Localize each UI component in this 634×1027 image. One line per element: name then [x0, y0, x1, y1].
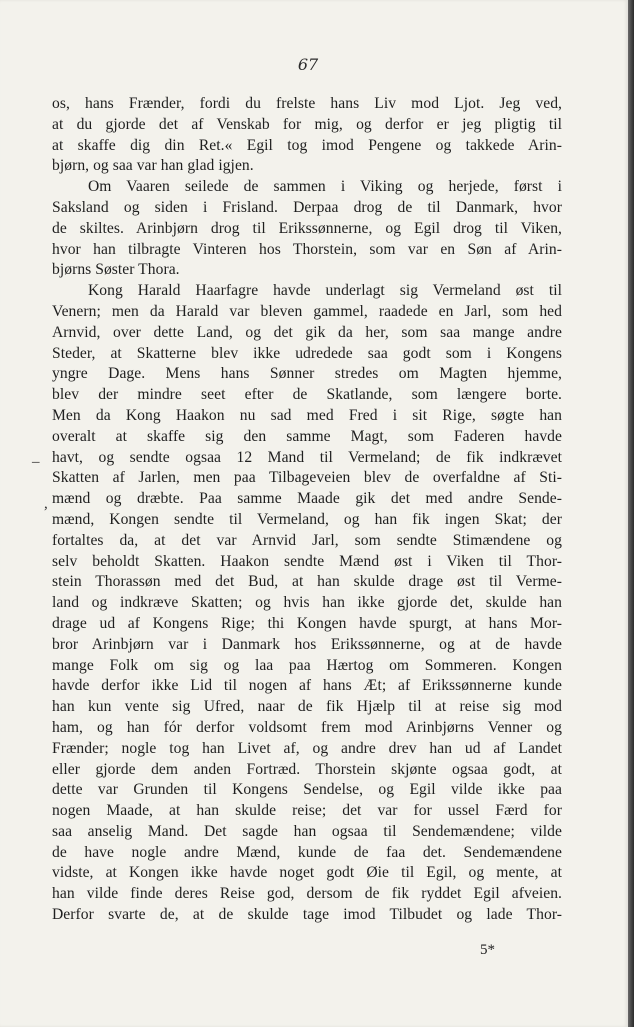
text-line: Steder, at Skatterne blev ikke udredede saa godt som i Kongens — [52, 344, 562, 362]
text-line: drage ud af Kongens Rige; thi Kongen havde spurgt, at hans Mor- — [52, 614, 562, 632]
text-line: havde derfor ikke Lid til nogen af hans Æt; af Erikssønnerne kunde — [52, 677, 562, 695]
text-line: mænd og dræbte. Paa samme Maade gik det med andre Sende- — [52, 490, 562, 508]
text-line: bjørn, og saa var han glad igjen. — [52, 157, 254, 175]
signature-mark: 5* — [480, 942, 495, 958]
text-line: ham, og han fór derfor voldsomt frem mod Arinbjørns Venner og — [52, 718, 562, 736]
text-line: bjørns Søster Thora. — [52, 261, 180, 279]
text-line: at du gjorde det af Venskab for mig, og derfor er jeg pligtig til — [52, 115, 562, 133]
page-number: 67 — [297, 55, 319, 74]
text-line: saa anselig Mand. Det sagde han ogsaa til Sendemændene; vilde — [52, 822, 562, 840]
text-line: selv beholdt Skatten. Haakon sendte Mænd øst i Viken til Thor- — [52, 552, 562, 570]
text-line: Kong Harald Haarfagre havde underlagt sig Vermeland øst til — [88, 282, 562, 300]
text-line: bror Arinbjørn var i Danmark hos Erikssønnerne, og at de havde — [52, 635, 562, 653]
text-line: stein Thorassøn med det Bud, at han skulde drage øst til Verme- — [52, 573, 562, 591]
text-line: Om Vaaren seilede de sammen i Viking og herjede, først i — [88, 178, 562, 196]
text-line: vidste, at Kongen ikke havde noget godt Øie til Egil, og mente, at — [52, 864, 562, 882]
text-line: land og indkræve Skatten; og hvis han ikke gjorde det, skulde han — [52, 594, 562, 612]
text-line: eller gjorde dem anden Fortræd. Thorstein skjønte ogsaa godt, at — [52, 760, 562, 778]
text-line: nogen Maade, at han skulde reise; det var for ussel Færd for — [52, 802, 562, 820]
text-line: havt, og sendte ogsaa 12 Mand til Vermeland; de fik indkrævet — [52, 448, 562, 466]
body-text — [52, 94, 562, 926]
text-line: Venern; men da Harald var bleven gammel, raadede en Jarl, som hed — [52, 302, 562, 320]
text-line: mænd, Kongen sendte til Vermeland, og han fik ingen Skat; der — [52, 510, 562, 528]
text-line: Frænder; nogle tog han Livet af, og andre drev han ud af Landet — [52, 739, 562, 757]
text-line: hvor han tilbragte Vinteren hos Thorstein, som var en Søn af Arin- — [52, 240, 562, 258]
text-line: han kun vente sig Ufred, naar de fik Hjælp til at reise sig mod — [52, 698, 562, 716]
text-line: de have nogle andre Mænd, kunde de faa det. Sendemændene — [52, 843, 562, 861]
text-line: blev der mindre seet efter de Skatlande, som længere borte. — [52, 386, 562, 404]
text-line: de skiltes. Arinbjørn drog til Erikssønnerne, og Egil drog til Viken, — [52, 219, 562, 237]
text-line: han vilde finde deres Reise god, dersom de fik ryddet Egil afveien. — [52, 885, 562, 903]
text-line: dette var Grunden til Kongens Sendelse, og Egil vilde ikke paa — [52, 781, 562, 799]
text-line: overalt at skaffe sig den samme Magt, som Faderen havde — [52, 427, 562, 445]
text-line: at skaffe dig din Ret.« Egil tog imod Pengene og takkede Arin- — [52, 136, 562, 154]
text-line: yngre Dage. Mens hans Sønner stredes om Magten hjemme, — [52, 365, 562, 383]
text-line: os, hans Frænder, fordi du frelste hans Liv mod Ljot. Jeg ved, — [52, 95, 562, 112]
text-line: Arnvid, over dette Land, og det gik da her, som saa mange andre — [52, 323, 562, 341]
page-edge — [628, 0, 634, 1027]
text-line: Men da Kong Haakon nu sad med Fred i sit Rige, søgte han — [52, 406, 562, 424]
text-line: Skatten af Jarlen, men paa Tilbageveien blev de overfaldne af Sti- — [52, 469, 562, 487]
margin-mark: , — [44, 496, 48, 512]
text-line: mange Folk om sig og laa paa Hærtog om Sommeren. Kongen — [52, 656, 562, 674]
margin-mark: – — [32, 454, 40, 470]
text-line: fortaltes da, at det var Arnvid Jarl, som sendte Stimændene og — [52, 531, 562, 549]
text-line: Derfor svarte de, at de skulde tage imod Tilbudet og lade Thor- — [52, 906, 562, 924]
text-line: Saksland og siden i Frisland. Derpaa drog de til Danmark, hvor — [52, 198, 562, 216]
